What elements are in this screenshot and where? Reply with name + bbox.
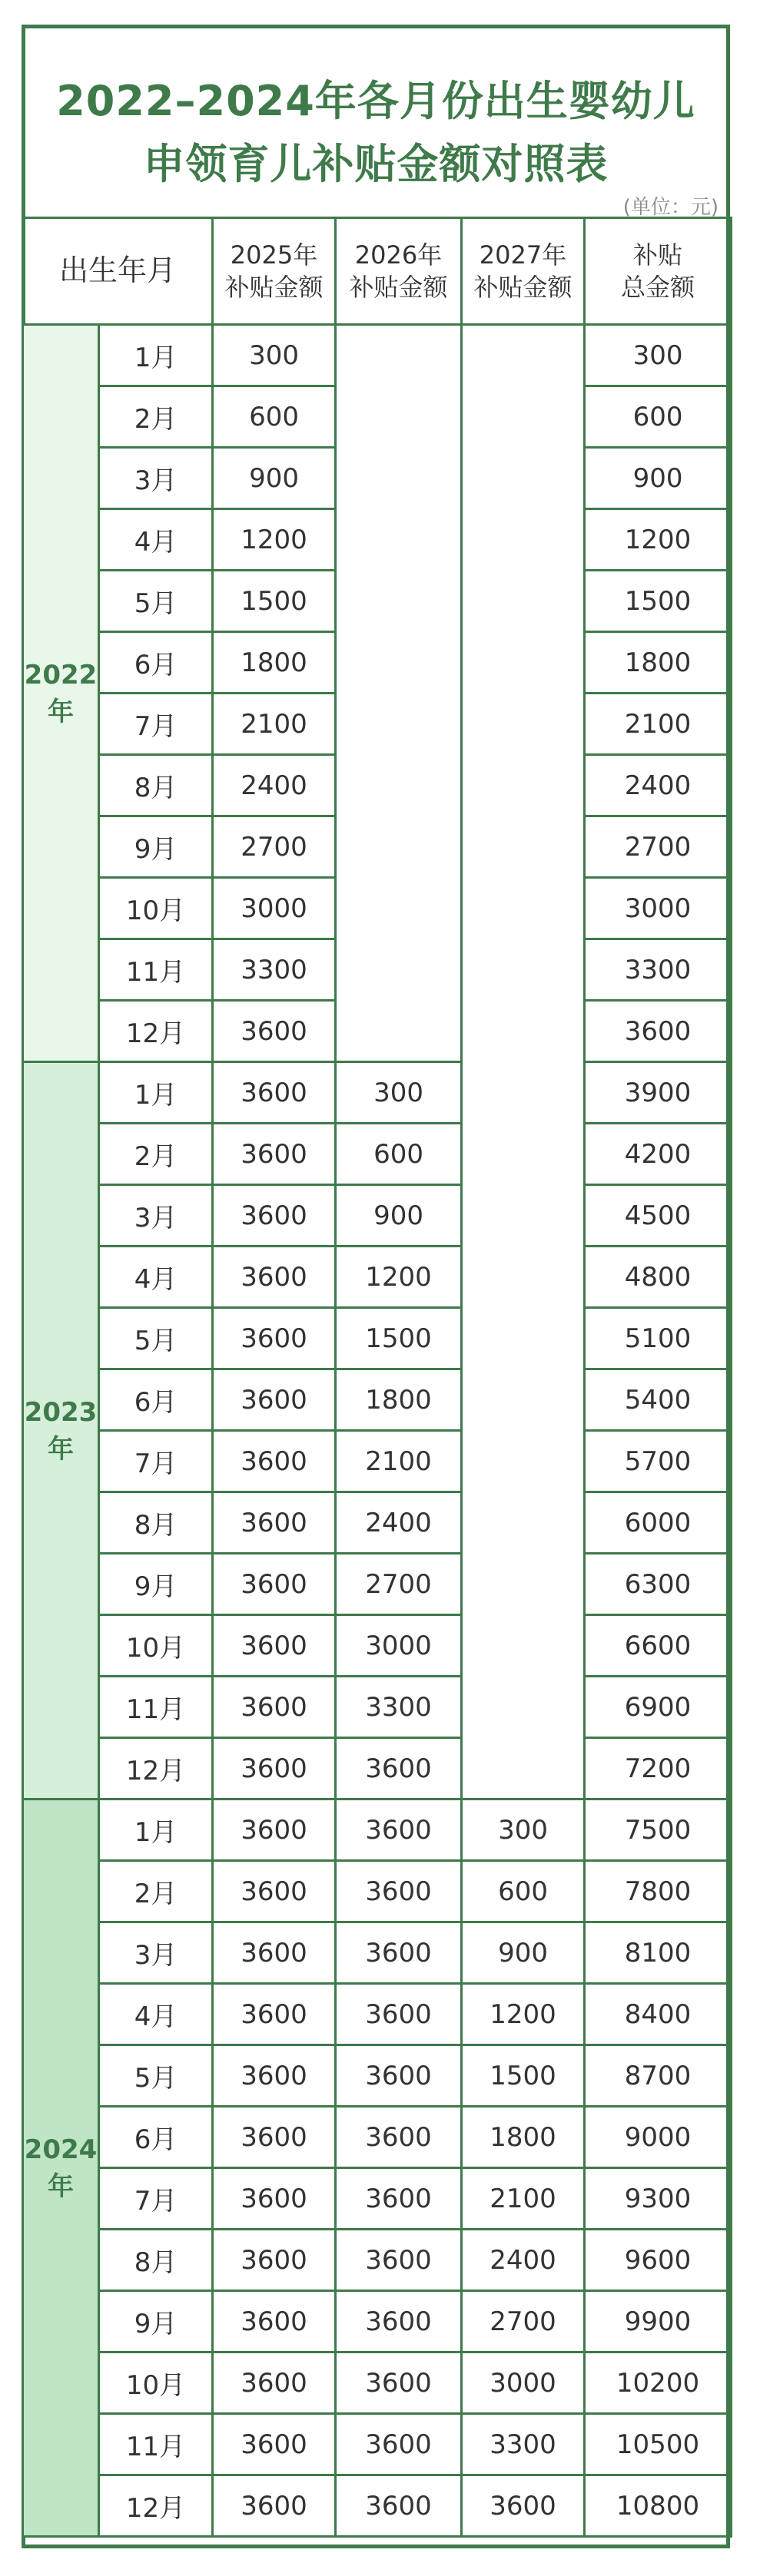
- amount-2026-cell: 3600: [336, 2230, 462, 2291]
- month-cell: 4月: [99, 1984, 213, 2045]
- table-row: [23, 1554, 732, 1615]
- total-cell: 3300: [585, 939, 732, 1001]
- total-cell: 9300: [585, 2168, 732, 2230]
- amount-2025-cell: 3600: [213, 2230, 336, 2291]
- amount-2025-cell: 3600: [213, 1861, 336, 1922]
- amount-2026-cell: 2100: [336, 1431, 462, 1492]
- table-row: [23, 1677, 732, 1738]
- amount-2025-cell: 3300: [213, 939, 336, 1001]
- table-row: [23, 1185, 732, 1247]
- total-cell: 10500: [585, 2414, 732, 2475]
- table-row: [23, 2168, 732, 2230]
- amount-2026-cell: 1200: [336, 1247, 462, 1308]
- year-number: 2022: [24, 659, 98, 690]
- total-cell: 1200: [585, 509, 732, 571]
- amount-2027-cell: 2700: [462, 2291, 585, 2353]
- amount-2027-cell: 2100: [462, 2168, 585, 2230]
- amount-2025-cell: 3600: [213, 1247, 336, 1308]
- amount-2025-cell: 2700: [213, 816, 336, 878]
- table-row: [23, 325, 732, 386]
- total-cell: 2100: [585, 694, 732, 755]
- amount-2025-cell: 3600: [213, 2291, 336, 2353]
- month-cell: 12月: [99, 1001, 213, 1062]
- month-cell: 1月: [99, 325, 213, 386]
- month-cell: 9月: [99, 1554, 213, 1615]
- month-cell: 11月: [99, 2414, 213, 2475]
- amount-2026-cell: 3600: [336, 1984, 462, 2045]
- amount-2027-cell: 3600: [462, 2475, 585, 2537]
- amount-2026-cell: 3300: [336, 1677, 462, 1738]
- amount-2025-cell: 1200: [213, 509, 336, 571]
- subsidy-table-frame: [22, 25, 730, 2548]
- amount-2025-cell: 3600: [213, 1431, 336, 1492]
- year-cell: [23, 325, 99, 1062]
- unit-note: (单位：元): [622, 196, 719, 219]
- amount-2025-cell: 3600: [213, 1677, 336, 1738]
- month-cell: 12月: [99, 1738, 213, 1800]
- month-cell: 3月: [99, 1922, 213, 1984]
- total-cell: 9900: [585, 2291, 732, 2353]
- amount-2025-cell: 3600: [213, 2168, 336, 2230]
- empty-2026-cell: [336, 325, 462, 1062]
- total-cell: 600: [585, 386, 732, 448]
- title-block: [25, 28, 726, 220]
- month-cell: 6月: [99, 632, 213, 694]
- amount-2025-cell: 3600: [213, 2045, 336, 2107]
- amount-2026-cell: 300: [336, 1062, 462, 1124]
- total-cell: 4500: [585, 1185, 732, 1247]
- total-cell: 5700: [585, 1431, 732, 1492]
- total-cell: 7800: [585, 1861, 732, 1922]
- month-cell: 1月: [99, 1800, 213, 1861]
- amount-2025-cell: 3600: [213, 1615, 336, 1677]
- amount-2026-cell: 1800: [336, 1369, 462, 1431]
- month-cell: 6月: [99, 2107, 213, 2168]
- total-cell: 7500: [585, 1800, 732, 1861]
- amount-2025-cell: 3600: [213, 1062, 336, 1124]
- total-cell: 10800: [585, 2475, 732, 2537]
- amount-2027-cell: 3300: [462, 2414, 585, 2475]
- month-cell: 9月: [99, 816, 213, 878]
- total-cell: 4200: [585, 1124, 732, 1185]
- amount-2026-cell: 3600: [336, 2414, 462, 2475]
- month-cell: 8月: [99, 2230, 213, 2291]
- amount-2027-cell: 1800: [462, 2107, 585, 2168]
- table-row: [23, 1492, 732, 1554]
- amount-2026-cell: 2400: [336, 1492, 462, 1554]
- total-cell: 300: [585, 325, 732, 386]
- month-cell: 5月: [99, 571, 213, 632]
- total-cell: 6300: [585, 1554, 732, 1615]
- month-cell: 7月: [99, 1431, 213, 1492]
- amount-2025-cell: 3000: [213, 878, 336, 939]
- total-cell: 3000: [585, 878, 732, 939]
- total-cell: 3600: [585, 1001, 732, 1062]
- month-cell: 2月: [99, 1861, 213, 1922]
- amount-2026-cell: 3600: [336, 1800, 462, 1861]
- amount-2025-cell: 3600: [213, 1001, 336, 1062]
- total-cell: 6900: [585, 1677, 732, 1738]
- table-row: [23, 1369, 732, 1431]
- amount-2025-cell: 3600: [213, 1185, 336, 1247]
- month-cell: 8月: [99, 755, 213, 816]
- month-cell: 4月: [99, 1247, 213, 1308]
- month-cell: 2月: [99, 1124, 213, 1185]
- year-number: 2023: [24, 1396, 98, 1428]
- amount-2025-cell: 3600: [213, 1492, 336, 1554]
- month-cell: 5月: [99, 1308, 213, 1369]
- amount-2025-cell: 3600: [213, 1308, 336, 1369]
- month-cell: 2月: [99, 386, 213, 448]
- total-cell: 2700: [585, 816, 732, 878]
- amount-2026-cell: 900: [336, 1185, 462, 1247]
- table-row: [23, 2291, 732, 2353]
- month-cell: 11月: [99, 939, 213, 1001]
- total-cell: 1800: [585, 632, 732, 694]
- total-cell: 6000: [585, 1492, 732, 1554]
- year-suffix: 年: [48, 1433, 74, 1465]
- total-cell: 8400: [585, 1984, 732, 2045]
- header-2026-year: 2026年: [354, 240, 443, 270]
- month-cell: 7月: [99, 694, 213, 755]
- amount-2027-cell: 3000: [462, 2353, 585, 2414]
- month-cell: 3月: [99, 1185, 213, 1247]
- total-cell: 5400: [585, 1369, 732, 1431]
- header-2025-label: 补贴金额: [224, 273, 324, 302]
- amount-2025-cell: 3600: [213, 1984, 336, 2045]
- amount-2025-cell: 3600: [213, 2353, 336, 2414]
- amount-2027-cell: 600: [462, 1861, 585, 1922]
- amount-2026-cell: 1500: [336, 1308, 462, 1369]
- table-row: [23, 2230, 732, 2291]
- table-row: [23, 1861, 732, 1922]
- table-row: [23, 2353, 732, 2414]
- amount-2025-cell: 2400: [213, 755, 336, 816]
- year-suffix: 年: [48, 2170, 74, 2202]
- page-title-line2: 申领育儿补贴金额对照表: [143, 140, 609, 188]
- total-cell: 9600: [585, 2230, 732, 2291]
- header-total: [585, 218, 732, 325]
- month-cell: 1月: [99, 1062, 213, 1124]
- table-row: [23, 1984, 732, 2045]
- amount-2025-cell: 3600: [213, 1800, 336, 1861]
- table-row: [23, 1922, 732, 1984]
- month-cell: 10月: [99, 878, 213, 939]
- table-row: [23, 1800, 732, 1861]
- header-birth-label: 出生年月: [59, 253, 177, 287]
- amount-2026-cell: 3000: [336, 1615, 462, 1677]
- table-row: [23, 2475, 732, 2537]
- table-row: [23, 1615, 732, 1677]
- table-row: [23, 2045, 732, 2107]
- month-cell: 12月: [99, 2475, 213, 2537]
- total-cell: 10200: [585, 2353, 732, 2414]
- table-row: [23, 1124, 732, 1185]
- amount-2025-cell: 3600: [213, 1922, 336, 1984]
- year-cell: [23, 1800, 99, 2537]
- amount-2026-cell: 3600: [336, 2107, 462, 2168]
- amount-2025-cell: 3600: [213, 2414, 336, 2475]
- amount-2025-cell: 3600: [213, 1369, 336, 1431]
- amount-2026-cell: 600: [336, 1124, 462, 1185]
- year-suffix: 年: [48, 696, 74, 727]
- empty-2027-cell: [462, 325, 585, 1800]
- amount-2027-cell: 900: [462, 1922, 585, 1984]
- amount-2025-cell: 900: [213, 448, 336, 509]
- amount-2025-cell: 3600: [213, 2107, 336, 2168]
- month-cell: 3月: [99, 448, 213, 509]
- amount-2027-cell: 1200: [462, 1984, 585, 2045]
- month-cell: 5月: [99, 2045, 213, 2107]
- total-cell: 5100: [585, 1308, 732, 1369]
- amount-2025-cell: 2100: [213, 694, 336, 755]
- month-cell: 9月: [99, 2291, 213, 2353]
- amount-2026-cell: 3600: [336, 2475, 462, 2537]
- amount-2027-cell: 2400: [462, 2230, 585, 2291]
- amount-2025-cell: 1500: [213, 571, 336, 632]
- total-cell: 1500: [585, 571, 732, 632]
- amount-2025-cell: 300: [213, 325, 336, 386]
- amount-2027-cell: 1500: [462, 2045, 585, 2107]
- total-cell: 9000: [585, 2107, 732, 2168]
- year-number: 2024: [24, 2134, 98, 2165]
- amount-2025-cell: 3600: [213, 1738, 336, 1800]
- table-row: [23, 1308, 732, 1369]
- amount-2025-cell: 3600: [213, 1554, 336, 1615]
- amount-2026-cell: 3600: [336, 2045, 462, 2107]
- amount-2025-cell: 600: [213, 386, 336, 448]
- total-cell: 4800: [585, 1247, 732, 1308]
- header-2027: [462, 218, 585, 325]
- amount-2025-cell: 3600: [213, 1124, 336, 1185]
- header-2026-label: 补贴金额: [349, 273, 448, 302]
- table-row: [23, 2107, 732, 2168]
- month-cell: 6月: [99, 1369, 213, 1431]
- amount-2026-cell: 3600: [336, 1861, 462, 1922]
- table-row: [23, 1247, 732, 1308]
- table-row: [23, 2414, 732, 2475]
- header-2027-label: 补贴金额: [473, 273, 572, 302]
- header-total-top: 补贴: [633, 240, 683, 270]
- total-cell: 8700: [585, 2045, 732, 2107]
- header-birth: [23, 218, 213, 325]
- subsidy-table: [22, 217, 732, 2538]
- month-cell: 10月: [99, 1615, 213, 1677]
- total-cell: 900: [585, 448, 732, 509]
- month-cell: 10月: [99, 2353, 213, 2414]
- table-row: [23, 1062, 732, 1124]
- amount-2027-cell: 300: [462, 1800, 585, 1861]
- amount-2025-cell: 3600: [213, 2475, 336, 2537]
- amount-2026-cell: 3600: [336, 1922, 462, 1984]
- table-row: [23, 1431, 732, 1492]
- month-cell: 7月: [99, 2168, 213, 2230]
- total-cell: 8100: [585, 1922, 732, 1984]
- month-cell: 11月: [99, 1677, 213, 1738]
- amount-2026-cell: 3600: [336, 1738, 462, 1800]
- header-2026: [336, 218, 462, 325]
- year-cell: [23, 1062, 99, 1800]
- total-cell: 7200: [585, 1738, 732, 1800]
- header-row: [23, 218, 732, 325]
- month-cell: 8月: [99, 1492, 213, 1554]
- total-cell: 2400: [585, 755, 732, 816]
- header-total-bottom: 总金额: [621, 273, 695, 302]
- page-title-line1: 2022–2024年各月份出生婴幼儿: [56, 77, 695, 125]
- month-cell: 4月: [99, 509, 213, 571]
- amount-2026-cell: 2700: [336, 1554, 462, 1615]
- header-2025-year: 2025年: [230, 240, 318, 270]
- total-cell: 6600: [585, 1615, 732, 1677]
- amount-2025-cell: 1800: [213, 632, 336, 694]
- amount-2026-cell: 3600: [336, 2168, 462, 2230]
- amount-2026-cell: 3600: [336, 2291, 462, 2353]
- amount-2026-cell: 3600: [336, 2353, 462, 2414]
- total-cell: 3900: [585, 1062, 732, 1124]
- header-2027-year: 2027年: [479, 240, 567, 270]
- header-2025: [213, 218, 336, 325]
- table-row: [23, 1738, 732, 1800]
